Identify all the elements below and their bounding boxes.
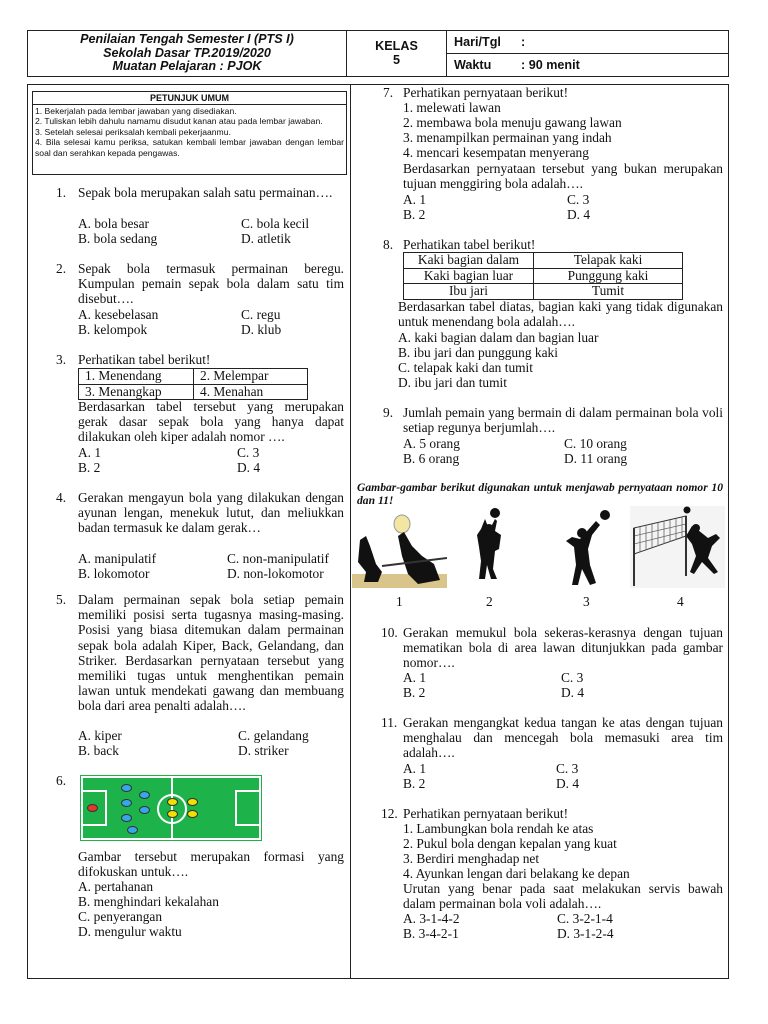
question-text: Jumlah pemain yang bermain di dalam permainan bola voli setiap regunya berjumlah….: [403, 405, 723, 436]
statement-item: 2. Pukul bola dengan kepalan yang kuat: [403, 836, 617, 851]
volleyball-image-2: [471, 507, 511, 589]
option-c[interactable]: C. 3: [237, 445, 260, 460]
player-marker: [127, 826, 138, 834]
option-b[interactable]: B. bola sedang: [78, 231, 158, 246]
option-c[interactable]: C. 10 orang: [564, 436, 627, 451]
instruction-item: 2. Tuliskan lebih dahulu namamu disudut kanan atau pada lembar jawaban.: [35, 116, 323, 127]
option-a[interactable]: A. 5 orang: [403, 436, 460, 451]
option-d[interactable]: D. ibu jari dan tumit: [398, 375, 507, 390]
hari-value[interactable]: :: [521, 35, 526, 49]
goalkeeper-marker: [87, 804, 98, 812]
option-d[interactable]: D. mengulur waktu: [78, 924, 182, 939]
option-b[interactable]: B. 3-4-2-1: [403, 926, 459, 941]
header-hari-box: [446, 30, 729, 54]
player-marker: [139, 791, 150, 799]
instruction-item: 3. Setelah selesai periksalah kembali pekerjaanmu.: [35, 126, 231, 137]
question-11: [381, 715, 723, 761]
question-text: Perhatikan tabel berikut!: [78, 352, 211, 367]
option-c[interactable]: C. non-manipulatif: [227, 551, 329, 566]
question-2: [56, 261, 344, 307]
question-12: [381, 806, 723, 821]
question-text: Gerakan mengayun bola yang dilakukan dengan ayunan lengan, menekuk lutut, dan meliukkan badan termasuk ke dalam gerak…: [78, 490, 344, 536]
option-a[interactable]: A. 1: [403, 192, 427, 207]
table-cell: Kaki bagian dalam: [404, 253, 534, 269]
question-10: [381, 625, 723, 671]
subject: Muatan Pelajaran : PJOK: [112, 59, 262, 74]
option-a[interactable]: A. pertahanan: [78, 879, 154, 894]
option-b[interactable]: B. kelompok: [78, 322, 148, 337]
question-text: Dalam permainan sepak bola setiap pemain memiliki posisi serta tugasnya masing-masing. Posisi yang biasa ditemukan dalam permainan sepak bola adalah Kiper, Back, Gelandang, dan Striker. Berdasarkan pernyataan tersebut yang memiliki tugas untuk menghentikan pemain lawan untuk mendekati gawang dan membuang bola dari area penalti adalah….: [78, 592, 344, 714]
option-d[interactable]: D. 4: [561, 685, 585, 700]
option-b[interactable]: B. 2: [403, 685, 426, 700]
table-cell: Telapak kaki: [534, 253, 683, 269]
question-number: 5.: [56, 592, 67, 607]
question-number: 9.: [383, 405, 394, 420]
question-9: [383, 405, 723, 435]
option-d[interactable]: D. 4: [237, 460, 261, 475]
statement-item: 1. Lambungkan bola rendah ke atas: [403, 821, 594, 836]
q3-table: [78, 368, 308, 400]
question-text: Berdasarkan pernyataan tersebut yang bukan merupakan tujuan menggiring bola adalah….: [403, 161, 723, 192]
header-waktu-box: [446, 53, 729, 77]
option-c[interactable]: C. 3: [556, 761, 579, 776]
question-number: 2.: [56, 261, 67, 276]
question-5: [56, 592, 344, 714]
instructions-box: [32, 91, 347, 175]
table-cell: 4. Menahan: [194, 384, 308, 400]
question-3: [56, 352, 344, 367]
table-cell: Kaki bagian luar: [404, 268, 534, 284]
statement-item: 4. Ayunkan lengan dari belakang ke depan: [403, 866, 630, 881]
statement-item: 3. menampilkan permainan yang indah: [403, 130, 612, 145]
question-7: [383, 85, 723, 100]
question-number: 1.: [56, 185, 67, 200]
option-a[interactable]: A. 1: [403, 761, 427, 776]
question-number: 10.: [381, 625, 398, 640]
question-text: Gerakan memukul bola sekeras-kerasnya dengan tujuan mematikan bola di area lawan ditunjukkan pada gambar nomor….: [403, 625, 723, 671]
ball-icon: [394, 515, 410, 533]
player-marker: [167, 810, 178, 818]
option-b[interactable]: B. lokomotor: [78, 566, 150, 581]
ball-icon: [684, 507, 691, 514]
question-4: [56, 490, 344, 536]
q8-table: [403, 252, 683, 300]
image-label-4: 4: [677, 594, 684, 609]
player-marker: [187, 810, 198, 818]
question-text: Perhatikan pernyataan berikut!: [403, 85, 569, 100]
option-b[interactable]: B. 2: [403, 776, 426, 791]
player-head: [692, 524, 700, 532]
question-text: Urutan yang benar pada saat melakukan servis bawah dalam permainan bola voli adalah….: [403, 881, 723, 912]
player-marker: [139, 806, 150, 814]
statement-item: 3. Berdiri menghadap net: [403, 851, 540, 866]
player-marker: [121, 784, 132, 792]
question-number: 11.: [381, 715, 398, 730]
option-c[interactable]: C. 3: [561, 670, 584, 685]
option-b[interactable]: B. 6 orang: [403, 451, 460, 466]
question-text: Berdasarkan tabel tersebut yang merupakan gerak dasar sepak bola yang hanya dapat dilakukan oleh kiper adalah nomor ….: [78, 399, 344, 445]
waktu-label: Waktu: [454, 58, 492, 72]
question-number: 3.: [56, 352, 67, 367]
option-c[interactable]: C. 3: [567, 192, 590, 207]
option-b[interactable]: B. back: [78, 743, 119, 758]
option-d[interactable]: D. 3-1-2-4: [557, 926, 614, 941]
table-cell: Ibu jari: [404, 284, 534, 300]
question-number: 12.: [381, 806, 398, 821]
column-divider: [350, 84, 351, 979]
volleyball-image-1: [352, 506, 447, 588]
question-text: Perhatikan tabel berikut!: [403, 237, 536, 252]
option-c[interactable]: C. gelandang: [238, 728, 309, 743]
question-number: 4.: [56, 490, 67, 505]
player-marker: [187, 798, 198, 806]
question-number: 7.: [383, 85, 394, 100]
option-b[interactable]: B. menghindari kekalahan: [78, 894, 219, 909]
option-a[interactable]: A. 3-1-4-2: [403, 911, 460, 926]
player-marker: [121, 799, 132, 807]
option-a[interactable]: A. kesebelasan: [78, 307, 159, 322]
question-8: [383, 237, 723, 252]
player-marker: [167, 798, 178, 806]
football-formation-image: [81, 776, 261, 840]
header-kelas-box: [346, 30, 447, 77]
option-d[interactable]: D. 4: [556, 776, 580, 791]
table-cell: Punggung kaki: [534, 268, 683, 284]
question-text: Sepak bola termasuk permainan beregu. Kumpulan pemain sepak bola dalam satu tim disebut….: [78, 261, 344, 307]
exam-title: Penilaian Tengah Semester I (PTS I): [80, 32, 294, 46]
hari-label: Hari/Tgl: [454, 35, 501, 49]
question-text: Sepak bola merupakan salah satu permainan….: [78, 185, 333, 200]
image-label-1: 1: [396, 594, 403, 609]
waktu-value: : 90 menit: [521, 58, 580, 72]
question-text: Gambar tersebut merupakan formasi yang difokuskan untuk….: [78, 849, 344, 880]
option-c[interactable]: C. telapak kaki dan tumit: [398, 360, 533, 375]
option-a[interactable]: A. manipulatif: [78, 551, 157, 566]
option-b[interactable]: B. ibu jari dan punggung kaki: [398, 345, 558, 360]
option-d[interactable]: D. 4: [567, 207, 591, 222]
option-a[interactable]: A. 1: [403, 670, 427, 685]
instruction-item: 1. Bekerjalah pada lembar jawaban yang disediakan.: [35, 106, 237, 116]
table-cell: 2. Melempar: [194, 369, 308, 385]
kelas-value: 5: [392, 53, 400, 67]
statement-item: 4. mencari kesempatan menyerang: [403, 145, 589, 160]
volleyball-images-caption: Gambar-gambar berikut digunakan untuk menjawab pernyataan nomor 10 dan 11!: [357, 481, 723, 507]
instructions-title: PETUNJUK UMUM: [33, 92, 346, 105]
question-number: 8.: [383, 237, 394, 252]
option-d[interactable]: D. atletik: [241, 231, 291, 246]
option-c[interactable]: C. penyerangan: [78, 909, 163, 924]
option-b[interactable]: B. 2: [78, 460, 101, 475]
question-number: 6.: [56, 773, 67, 788]
table-cell: 1. Menendang: [79, 369, 194, 385]
option-a[interactable]: A. bola besar: [78, 216, 150, 231]
statement-item: 2. membawa bola menuju gawang lawan: [403, 115, 622, 130]
option-b[interactable]: B. 2: [403, 207, 426, 222]
option-a[interactable]: A. 1: [78, 445, 102, 460]
volleyball-image-4: [630, 506, 725, 588]
table-cell: Tumit: [534, 284, 683, 300]
question-text: Gerakan mengangkat kedua tangan ke atas dengan tujuan menghalau dan mencegah bola memasuki area tim adalah….: [403, 715, 723, 761]
kelas-label: KELAS: [375, 39, 418, 53]
option-a[interactable]: A. kiper: [78, 728, 122, 743]
option-c[interactable]: C. 3-2-1-4: [557, 911, 613, 926]
option-c[interactable]: C. regu: [241, 307, 281, 322]
pitch-penalty-box-right: [235, 790, 261, 826]
header-title-box: [27, 30, 347, 77]
option-c[interactable]: C. bola kecil: [241, 216, 310, 231]
question-1: [56, 185, 344, 200]
school-year: Sekolah Dasar TP.2019/2020: [103, 45, 271, 60]
option-a[interactable]: A. kaki bagian dalam dan bagian luar: [398, 330, 599, 345]
table-cell: 3. Menangkap: [79, 384, 194, 400]
ball-icon: [600, 510, 610, 520]
option-d[interactable]: D. klub: [241, 322, 282, 337]
instruction-item: 4. Bila selesai kamu periksa, satukan kembali lembar jawaban dengan lembar soal dan serahkan kepada pengawas.: [35, 137, 344, 158]
option-d[interactable]: D. 11 orang: [564, 451, 628, 466]
question-text: Perhatikan pernyataan berikut!: [403, 806, 569, 821]
option-d[interactable]: D. non-lokomotor: [227, 566, 324, 581]
player-marker: [121, 814, 132, 822]
question-text: Berdasarkan tabel diatas, bagian kaki yang tidak digunakan untuk menendang bola adalah….: [398, 299, 723, 330]
player-head: [577, 528, 587, 538]
image-label-2: 2: [486, 594, 493, 609]
volleyball-image-3: [560, 507, 615, 589]
image-label-3: 3: [583, 594, 590, 609]
statement-item: 1. melewati lawan: [403, 100, 501, 115]
player-head: [484, 524, 494, 534]
ball-icon: [490, 508, 500, 518]
option-d[interactable]: D. striker: [238, 743, 289, 758]
